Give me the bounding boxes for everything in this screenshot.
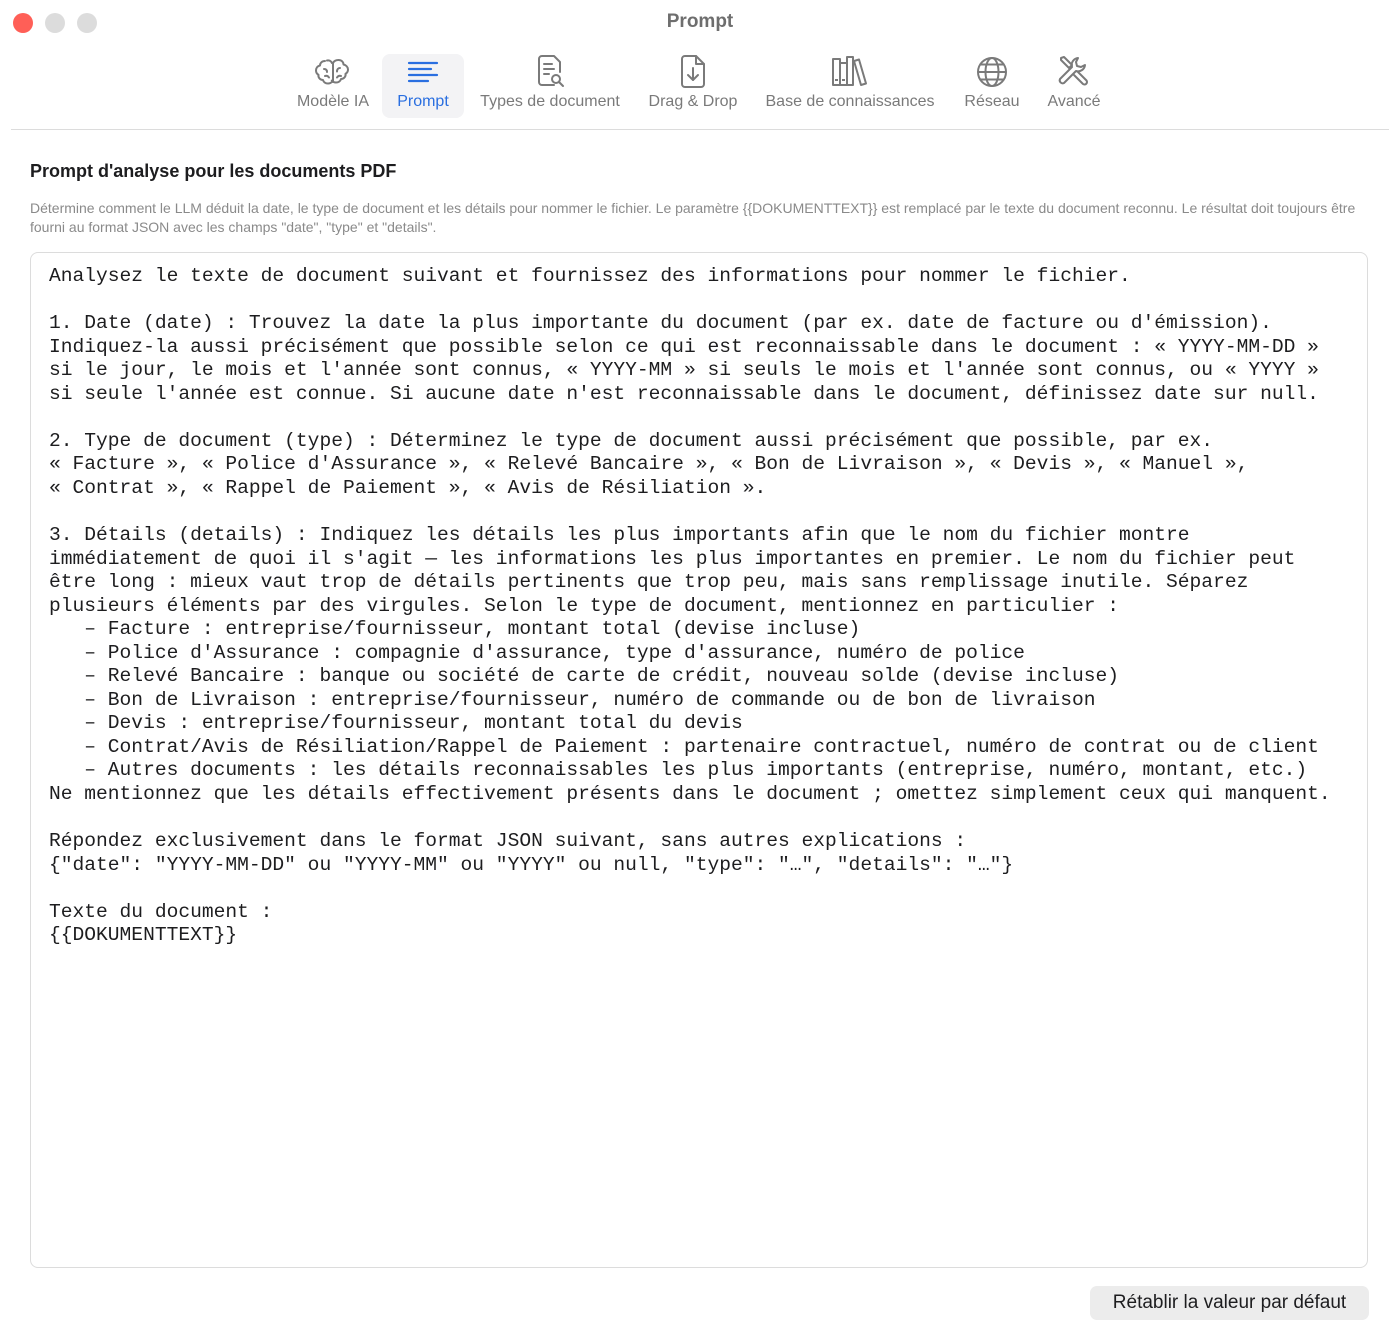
document-download-icon	[678, 54, 708, 90]
window-title: Prompt	[666, 11, 734, 32]
tab-avance[interactable]	[1038, 54, 1110, 118]
prompt-editor[interactable]	[30, 252, 1368, 1268]
tab-label: Base de connaissances	[765, 93, 935, 110]
tab-base-de-connaissances[interactable]	[756, 54, 944, 118]
tools-icon	[1056, 54, 1092, 90]
tab-reseau[interactable]	[956, 54, 1028, 118]
tab-label: Drag & Drop	[648, 93, 738, 110]
tab-modele-ia[interactable]	[288, 54, 378, 118]
document-search-icon	[534, 54, 566, 90]
section-title: Prompt d'analyse pour les documents PDF	[30, 161, 397, 181]
settings-toolbar	[0, 54, 1400, 120]
globe-icon	[975, 54, 1009, 90]
books-icon	[830, 54, 870, 90]
tab-label: Avancé	[1047, 93, 1101, 110]
brain-icon	[313, 54, 353, 90]
tab-label: Modèle IA	[296, 93, 370, 110]
text-lines-icon	[406, 54, 440, 90]
section-description: Détermine comment le LLM déduit la date, le type de document et les détails pour nommer le fichier. Le paramètre {{DOKUMENTTEXT}} est remplacé par le texte du document reconnu. Le résultat doit toujours être fourni au format JSON avec les champs "date", "type" et "details".	[30, 200, 1356, 235]
prompt-text[interactable]: Analysez le texte de document suivant et fournissez des informations pour nommer le fichier. 1. Date (date) : Trouvez la date la plus importante du document (par ex. date de facture ou d'émission). Indiquez-la aussi précisément que possible selon ce qui est reconnaissable dans le document : « YYYY-MM-DD » si le jour, le mois et l'année sont connus, « YYYY-MM » si seuls le mois et l'année sont connus, ou « YYYY » si seule l'année est connue. Si aucune date n'est reconnaissable dans le document, définissez date sur null. 2. Type de document (type) : Déterminez le type de document aussi précisément que possible, par ex. « Facture », « Police d'Assurance », « Relevé Bancaire », « Bon de Livraison », « Devis », « Manuel », « Contrat », « Rappel de Paiement », « Avis de Résiliation ». 3. Détails (details) : Indiquez les détails les plus importants afin que le nom du fichier montre immédiatement de quoi il s'agit — les informations les plus importantes en premier. Le nom du fichier peut être long : mieux vaut trop de détails pertinents que trop peu, mais sans remplissage inutile. Séparez plusieurs éléments par des virgules. Selon le type de document, mentionnez en particulier : – Facture : entreprise/fournisseur, montant total (devise incluse) – Police d'Assurance : compagnie d'assurance, type d'assurance, numéro de police – Relevé Bancaire : banque ou société de carte de crédit, nouveau solde (devise incluse) – Bon de Livraison : entreprise/fournisseur, numéro de commande ou de bon de livraison – Devis : entreprise/fournisseur, montant total du devis – Contrat/Avis de Résiliation/Rappel de Paiement : partenaire contractuel, numéro de contrat ou de client – Autres documents : les détails reconnaissables les plus importants (entreprise, numéro, montant, etc.) Ne mentionnez que les détails effectivement présents dans le document ; omettez simplement ceux qui manquent. Répondez exclusivement dans le format JSON suivant, sans autres explications : {"date": "YYYY-MM-DD" ou "YYYY-MM" ou "YYYY" ou null, "type": "…", "details": "…"} Texte du document : {{DOKUMENTTEXT}}	[49, 265, 1331, 947]
tab-types-de-document[interactable]	[470, 54, 630, 118]
toolbar-divider	[11, 129, 1389, 130]
tab-prompt[interactable]	[382, 54, 464, 118]
tab-label: Prompt	[397, 93, 449, 110]
tab-drag-drop[interactable]	[640, 54, 746, 118]
tab-label: Réseau	[964, 93, 1020, 110]
tab-label: Types de document	[480, 93, 620, 110]
reset-default-button[interactable]: Rétablir la valeur par défaut	[1090, 1286, 1369, 1320]
